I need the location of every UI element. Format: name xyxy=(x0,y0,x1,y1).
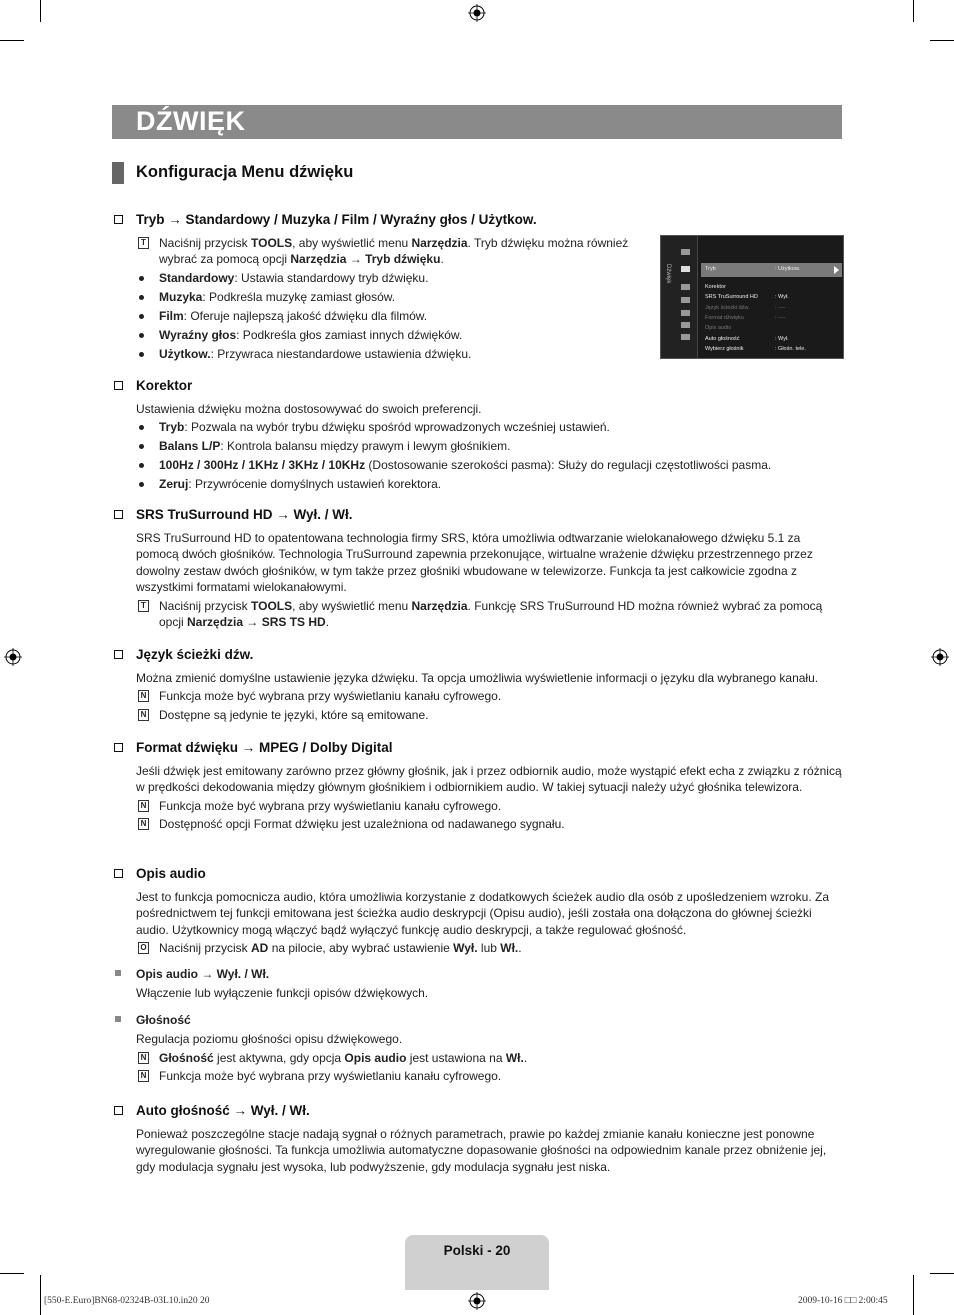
note-icon: N xyxy=(138,690,149,702)
osd-row-value: : Wył. xyxy=(775,294,789,300)
section-heading: Opis audio xyxy=(136,866,206,881)
osd-row-label: Korektor xyxy=(705,284,726,290)
section-srs: SRS TruSurround HD → Wył. / Wł. SRS TruSurround HD to opatentowana technologia firmy SRS, która umożliwia odtwarzanie wielokanałowego dźwięku 5.1 za pomocą dwóch głośników. Technologia TruSurround zapewnia przekonujące, wirtualne wrażenie dźwięku przestrzennego przez dowolny zestaw dwóch głośników, w tym także przez głośniki wbudowane w telewizorze. Funkcja ta jest całkowicie zgodna z wszystkimi formatami wielokanałowymi. T Naciśnij przycisk TOOLS, aby wyświetlić menu Narzędzia. Funkcję SRS TruSurround HD można również wybrać za pomocą opcji Narzędzia → SRS TS HD. xyxy=(112,507,844,633)
note-icon: N xyxy=(138,1052,149,1064)
section-tryb xyxy=(112,212,642,365)
note-icon: N xyxy=(138,1070,149,1082)
list-item: Tryb: Pozwala na wybór trybu dźwięku spośród wprowadzonych wcześniej ustawień. xyxy=(112,419,844,436)
checkbox-icon xyxy=(114,650,123,659)
osd-side-label: Dźwięk xyxy=(665,264,671,284)
note: O Naciśnij przycisk AD na pilocie, aby wybrać ustawienie Wył. lub Wł.. xyxy=(112,940,844,957)
note-icon: N xyxy=(138,818,149,830)
osd-row-label: Auto głośność xyxy=(705,336,740,342)
note: T Naciśnij przycisk TOOLS, aby wyświetlić menu Narzędzia. Tryb dźwięku można również wybrać za pomocą opcji Narzędzia → Tryb dźwięku. xyxy=(112,235,642,268)
section-heading: Format dźwięku → MPEG / Dolby Digital xyxy=(136,740,393,755)
list-item: Zeruj: Przywrócenie domyślnych ustawień korektora. xyxy=(112,476,844,493)
picture-icon xyxy=(681,249,690,255)
osd-row-label: Opis audio xyxy=(705,325,732,331)
section-opis-audio: Opis audio Jest to funkcja pomocnicza audio, która umożliwia korzystanie z dodatkowych ścieżek audio dla osób z upośledzeniem wzroku. Za pośrednictwem tej funkcji emitowana jest ścieżka audio deskrypcji (Opisu audio), jeśli została ona dołączona do głównej ścieżki audio. Użytkownicy mogą włączyć bądź wyłączyć funkcję audio deskrypcji, a także regulować głośność. O Naciśnij przycisk AD na pilocie, aby wybrać ustawienie Wył. lub Wł.. Opis audio → Wył. / Wł. Włączenie lub wyłączenie funkcji opisów dźwiękowych. Głośność Regulacja poziomu głośności opisu dźwiękowego. N Głośność jest aktywna, gdy opcja Opis audio jest ustawiona na Wł.. N Funkcja może być wybrana przy wyświetlaniu kanału cyfrowego. xyxy=(112,866,844,1087)
osd-row-label: Wybierz głośnik xyxy=(705,346,744,352)
subsection-heading: Opis audio → Wył. / Wł. xyxy=(136,966,270,981)
osd-row-label: Tryb xyxy=(705,266,716,272)
osd-row-label: Format dźwięku xyxy=(705,315,744,321)
section-heading: Język ścieżki dźw. xyxy=(136,647,254,662)
footer-file-info: [550-E.Euro]BN68-02324B-03L10.in20 20 xyxy=(44,1296,210,1306)
checkbox-icon xyxy=(114,381,123,390)
note: N Głośność jest aktywna, gdy opcja Opis audio jest ustawiona na Wł.. xyxy=(112,1050,844,1067)
osd-row-value: : ---- xyxy=(775,315,786,321)
input-icon xyxy=(681,310,690,316)
osd-row-value: : Wył. xyxy=(775,336,789,342)
sound-menu-screenshot xyxy=(660,235,844,359)
section-heading: Auto głośność → Wył. / Wł. xyxy=(136,1103,310,1118)
section-heading: Korektor xyxy=(136,378,193,393)
tools-note-icon: T xyxy=(138,600,149,612)
osd-row-value: : Głośn. tele. xyxy=(775,346,806,352)
list-item: Wyraźny głos: Podkreśla głos zamiast innych dźwięków. xyxy=(112,327,642,344)
note: N Dostępne są jedynie te języki, które są emitowane. xyxy=(112,707,844,724)
page-number-tab xyxy=(405,1235,549,1290)
note: T Naciśnij przycisk TOOLS, aby wyświetlić menu Narzędzia. Funkcję SRS TruSurround HD można również wybrać za pomocą opcji Narzędzia → SRS TS HD. xyxy=(112,598,844,631)
note-icon: N xyxy=(138,800,149,812)
support-icon xyxy=(681,334,690,340)
list-item: Użytkow.: Przywraca niestandardowe ustawienia dźwięku. xyxy=(112,346,642,363)
section-korektor: Korektor Ustawienia dźwięku można dostosowywać do swoich preferencji. Tryb: Pozwala na wybór trybu dźwięku spośród wprowadzonych wcześniej ustawień. Balans L/P: Kontrola balansu między prawym i lewym głośnikiem. 100Hz / 300Hz / 1KHz / 3KHz / 10KHz (Dostosowanie szerokości pasma): Służy do regulacji częstotliwości pasma. Zeruj: Przywrócenie domyślnych ustawień korektora. xyxy=(112,378,844,495)
section-heading: SRS TruSurround HD → Wył. / Wł. xyxy=(136,507,353,522)
remote-note-icon: O xyxy=(138,942,149,954)
tools-note-icon: T xyxy=(138,237,149,249)
checkbox-icon xyxy=(114,510,123,519)
application-icon xyxy=(681,322,690,328)
arrow-right-icon xyxy=(834,266,839,274)
subsection-heading: Głośność xyxy=(136,1012,191,1027)
page-number: Polski - 20 xyxy=(443,1243,511,1258)
registration-mark-icon xyxy=(4,648,22,666)
list-item: Standardowy: Ustawia standardowy tryb dźwięku. xyxy=(112,270,642,287)
note: N Funkcja może być wybrana przy wyświetlaniu kanału cyfrowego. xyxy=(112,688,844,705)
subtitle-text: Konfiguracja Menu dźwięku xyxy=(136,163,354,181)
checkbox-icon xyxy=(114,1106,123,1115)
section-format: Format dźwięku → MPEG / Dolby Digital Jeśli dźwięk jest emitowany zarówno przez główny głośnik, jak i przez odbiornik audio, może wystąpić efekt echa z związku z różnicą w prędkości dekodowania między głównym głośnikiem i odbiornikiem audio. W takiej sytuacji należy użyć głośnika telewizora. N Funkcja może być wybrana przy wyświetlaniu kanału cyfrowego. N Dostępność opcji Format dźwięku jest uzależniona od nadawanego sygnału. xyxy=(112,740,844,835)
osd-row-label: Język ścieżki dźw. xyxy=(705,305,750,311)
registration-mark-icon xyxy=(468,4,486,22)
registration-mark-icon xyxy=(468,1292,486,1310)
channel-icon xyxy=(681,284,690,290)
sound-icon xyxy=(681,266,690,272)
list-item: 100Hz / 300Hz / 1KHz / 3KHz / 10KHz (Dostosowanie szerokości pasma): Służy do regulacji częstotliwości pasma. xyxy=(112,457,844,474)
registration-mark-icon xyxy=(931,648,949,666)
checkbox-icon xyxy=(114,743,123,752)
section-auto-glosnosc: Auto głośność → Wył. / Wł. Ponieważ poszczególne stacje nadają sygnał o różnych parametrach, prawie po każdej zmianie kanału konieczne jest ponowne wyregulowanie głośności. Ta funkcja umożliwia automatyczne dopasowanie głośności na odpowiednim kanale przez obniżenie jej, gdy modulacja sygnału jest wysoka, lub podwyższenie, gdy modulacja sygnału jest niska. xyxy=(112,1103,844,1177)
list-item: Muzyka: Podkreśla muzykę zamiast głosów. xyxy=(112,289,642,306)
chapter-title-bar xyxy=(112,105,842,139)
setup-icon xyxy=(681,297,690,303)
note: N Funkcja może być wybrana przy wyświetlaniu kanału cyfrowego. xyxy=(112,1068,844,1085)
note-icon: N xyxy=(138,709,149,721)
chapter-title: DŹWIĘK xyxy=(136,106,246,136)
note: N Dostępność opcji Format dźwięku jest uzależniona od nadawanego sygnału. xyxy=(112,816,844,833)
footer-timestamp: 2009-10-16 □□ 2:00:45 xyxy=(798,1296,888,1306)
list-item: Film: Oferuje najlepszą jakość dźwięku dla filmów. xyxy=(112,308,642,325)
osd-row-value: : ---- xyxy=(775,305,786,311)
section-heading: Tryb → Standardowy / Muzyka / Film / Wyraźny głos / Użytkow. xyxy=(136,212,537,227)
osd-row-value: : Użytkow. xyxy=(775,266,801,272)
osd-row-label: SRS TruSurround HD xyxy=(705,294,758,300)
note: N Funkcja może być wybrana przy wyświetlaniu kanału cyfrowego. xyxy=(112,798,844,815)
checkbox-icon xyxy=(114,215,123,224)
section-jezyk: Język ścieżki dźw. Można zmienić domyślne ustawienie języka dźwięku. Ta opcja umożliwia wyświetlenie informacji o języku dla wybranego kanału. N Funkcja może być wybrana przy wyświetlaniu kanału cyfrowego. N Dostępne są jedynie te języki, które są emitowane. xyxy=(112,647,844,725)
list-item: Balans L/P: Kontrola balansu między prawym i lewym głośnikiem. xyxy=(112,438,844,455)
checkbox-icon xyxy=(114,869,123,878)
